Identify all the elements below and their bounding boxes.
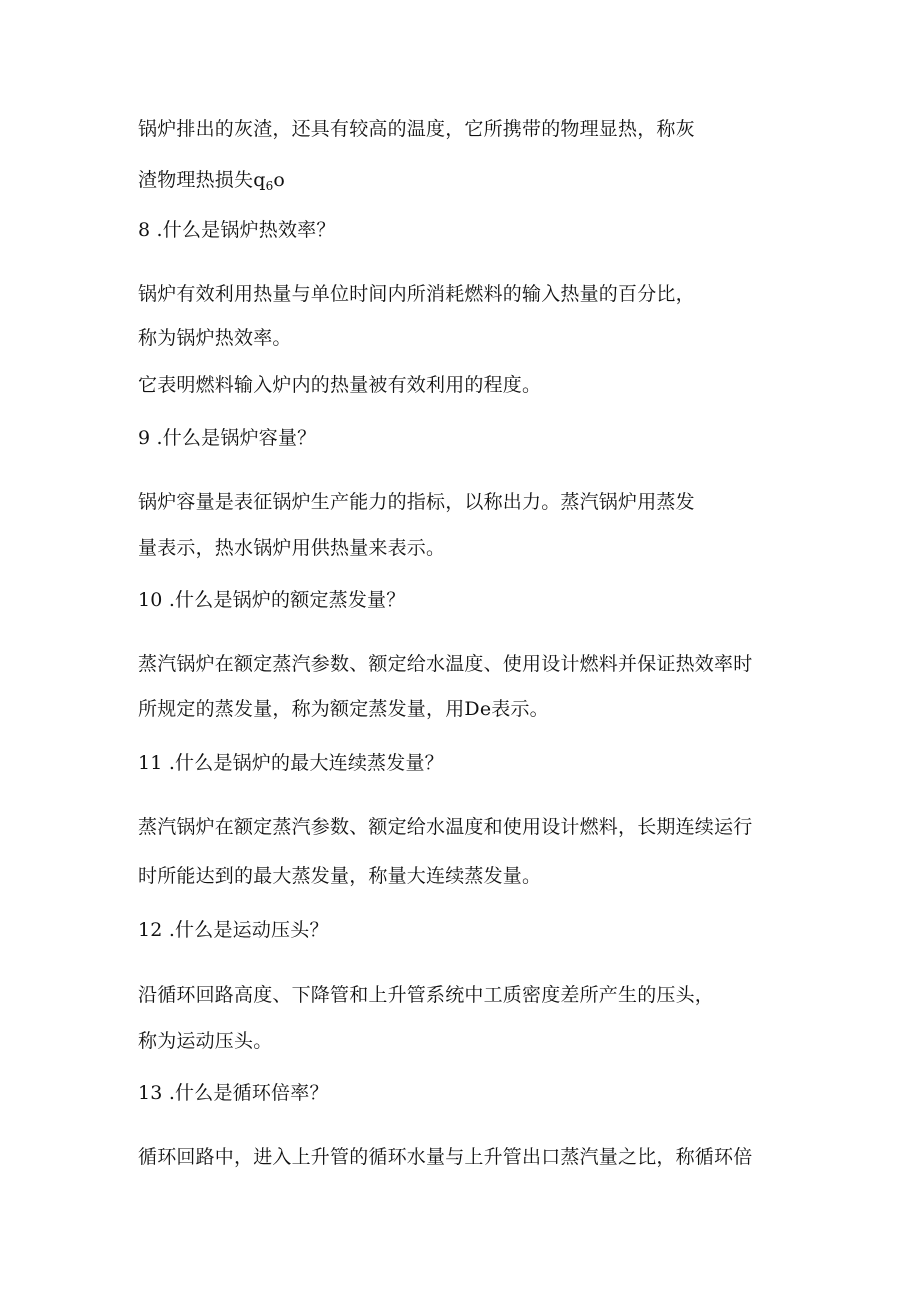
paragraph-line: 称为运动压头。: [138, 1030, 273, 1052]
paragraph-line: 锅炉有效利用热量与单位时间内所消耗燃料的输入热量的百分比，: [138, 283, 695, 305]
paragraph-line: 沿循环回路高度、下降管和上升管系统中工质密度差所产生的压头，: [138, 984, 715, 1006]
paragraph-line: 蒸汽锅炉在额定蒸汽参数、额定给水温度和使用设计燃料，长期连续运行: [138, 816, 753, 838]
paragraph-line: 时所能达到的最大蒸发量，称量大连续蒸发量。: [138, 865, 542, 887]
question-heading: 10 .什么是锅炉的额定蒸发量？: [138, 589, 406, 611]
question-heading: 13 .什么是循环倍率？: [138, 1082, 329, 1104]
paragraph-line: 蒸汽锅炉在额定蒸汽参数、额定给水温度、使用设计燃料并保证热效率时: [138, 653, 753, 675]
paragraph-line: 称为锅炉热效率。: [138, 327, 292, 349]
subscript: 6: [265, 179, 274, 193]
paragraph-line: [138, 168, 285, 198]
paragraph-line: 量表示，热水锅炉用供热量来表示。: [138, 537, 446, 559]
paragraph-line: 所规定的蒸发量，称为额定蒸发量，用De表示。: [138, 698, 549, 720]
paragraph-line: 锅炉排出的灰渣，还具有较高的温度，它所携带的物理显热，称灰: [138, 118, 695, 140]
question-heading: 9 .什么是锅炉容量？: [138, 427, 317, 449]
paragraph-text: 渣物理热损失q: [138, 169, 266, 191]
question-heading: 12 .什么是运动压头？: [138, 919, 329, 941]
paragraph-line: 它表明燃料输入炉内的热量被有效利用的程度。: [138, 374, 542, 396]
question-heading: 8 .什么是锅炉热效率？: [138, 219, 336, 241]
paragraph-line: 锅炉容量是表征锅炉生产能力的指标，以称出力。蒸汽锅炉用蒸发: [138, 491, 695, 513]
question-heading: 11 .什么是锅炉的最大连续蒸发量？: [138, 752, 444, 774]
paragraph-line: 循环回路中，进入上升管的循环水量与上升管出口蒸汽量之比，称循环倍: [138, 1146, 753, 1168]
paragraph-text-suffix: o: [273, 169, 286, 191]
